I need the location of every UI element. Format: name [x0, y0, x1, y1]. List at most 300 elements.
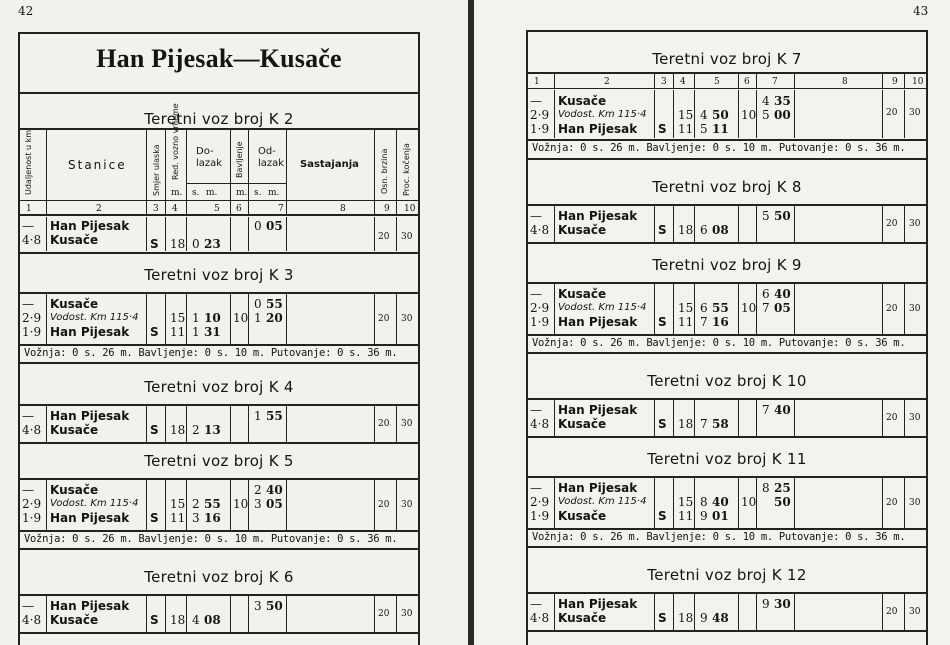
col-number-rule	[20, 200, 418, 201]
running-time: 15	[678, 301, 694, 315]
departure-minute: 30	[774, 597, 791, 611]
departure-hour: 5	[762, 108, 770, 122]
train-title: Teretni voz broj K 11	[647, 450, 807, 468]
arrival-minute: 50	[712, 108, 729, 122]
header-divider	[186, 130, 187, 214]
column-divider	[286, 217, 287, 251]
running-time: 18	[678, 611, 694, 625]
arrival-minute: 13	[204, 423, 221, 437]
speed-header: Osn. brzina	[380, 148, 389, 194]
base-speed: 20	[378, 232, 390, 242]
running-time: 15	[170, 497, 186, 511]
left-page	[0, 0, 468, 645]
station-name: Vodost. Km 115·4	[50, 498, 139, 509]
header-rule	[20, 128, 418, 130]
brake-percentage: 30	[909, 108, 921, 118]
table-bottom-rule	[528, 242, 926, 244]
column-divider	[794, 284, 795, 334]
brake-percentage: 30	[401, 500, 413, 510]
header-divider	[248, 130, 249, 214]
arrival-header: Do- lazak	[196, 146, 223, 169]
column-divider	[882, 478, 883, 528]
departure-hour: 7	[762, 301, 770, 315]
base-speed: 20	[886, 413, 898, 423]
column-divider	[654, 206, 655, 242]
base-speed: 20	[886, 108, 898, 118]
table-bottom-rule	[20, 632, 418, 634]
brake-percentage: 30	[909, 304, 921, 314]
station-name: Han Pijesak	[558, 122, 638, 136]
direction-header: Smjer ulaska	[152, 144, 161, 196]
arrival-hour: 7	[700, 417, 708, 431]
column-divider	[654, 90, 655, 138]
column-divider	[46, 596, 47, 632]
departure-hour: 2	[254, 483, 262, 497]
station-name: Han Pijesak	[558, 209, 638, 223]
entry-direction: S	[150, 325, 159, 339]
distance-km: 2·9	[530, 495, 550, 509]
column-divider	[146, 596, 147, 632]
station-name: Han Pijesak	[50, 409, 130, 423]
header-divider	[904, 74, 905, 88]
page-title: Han Pijesak—Kusače	[96, 44, 342, 73]
base-speed: 20	[886, 607, 898, 617]
train-rule	[20, 404, 418, 406]
train-rule	[528, 204, 926, 206]
arrival-minute: 11	[712, 122, 729, 136]
brake-percentage: 30	[909, 498, 921, 508]
stop-time: 10	[741, 108, 757, 122]
column-divider	[46, 217, 47, 251]
departure-hour: 1	[254, 311, 262, 325]
column-divider	[248, 406, 249, 442]
header-divider	[165, 130, 166, 214]
travel-summary: Vožnja: 0 s. 26 m. Bavljenje: 0 s. 10 m. Putovanje: 0 s. 36 m.	[24, 533, 398, 545]
station-name: Kusače	[50, 613, 99, 627]
column-divider	[794, 594, 795, 630]
brake-percentage: 30	[401, 419, 413, 429]
column-divider	[374, 294, 375, 344]
column-divider	[904, 478, 905, 528]
arrival-hour: 4	[700, 108, 708, 122]
column-divider	[673, 284, 674, 334]
table-bottom-rule	[528, 139, 926, 141]
order-header: Red. vozno vrijeme	[171, 103, 180, 180]
column-divider	[654, 478, 655, 528]
distance-km: 4·8	[530, 611, 550, 625]
arrival-hour: 9	[700, 509, 708, 523]
column-number: 8	[842, 77, 848, 87]
brake-percentage: 30	[401, 232, 413, 242]
travel-summary: Vožnja: 0 s. 26 m. Bavljenje: 0 s. 10 m. Putovanje: 0 s. 36 m.	[532, 337, 906, 349]
departure-minute: 40	[774, 287, 791, 301]
entry-direction: S	[658, 509, 667, 523]
distance-km: 1·9	[530, 122, 550, 136]
table-bottom-rule	[20, 252, 418, 254]
column-divider	[165, 406, 166, 442]
column-divider	[882, 284, 883, 334]
header-divider	[230, 130, 231, 214]
column-number: 1	[26, 204, 32, 214]
departure-hour: 0	[254, 297, 262, 311]
column-divider	[396, 217, 397, 251]
travel-summary: Vožnja: 0 s. 26 m. Bavljenje: 0 s. 10 m. Putovanje: 0 s. 36 m.	[532, 531, 906, 543]
running-time: 15	[678, 495, 694, 509]
header-divider	[694, 74, 695, 88]
table-bottom-rule	[20, 344, 418, 346]
header-divider	[794, 74, 795, 88]
departure-minute: 00	[774, 108, 791, 122]
column-number: 7	[772, 77, 778, 87]
column-divider	[794, 90, 795, 138]
distance-km: 1·9	[22, 511, 42, 525]
entry-direction: S	[150, 423, 159, 437]
arrival-hour: 6	[700, 223, 708, 237]
running-time: 15	[170, 311, 186, 325]
column-divider	[396, 596, 397, 632]
departure-hour: 0	[254, 219, 262, 233]
header-divider	[286, 130, 287, 214]
column-divider	[374, 480, 375, 530]
distance-km: 4·8	[22, 613, 42, 627]
column-divider	[146, 217, 147, 251]
header-divider	[396, 130, 397, 214]
right-page	[474, 0, 950, 645]
arrival-hour: 6	[700, 301, 708, 315]
station-name: Han Pijesak	[558, 403, 638, 417]
column-divider	[396, 294, 397, 344]
column-divider	[165, 217, 166, 251]
column-divider	[694, 206, 695, 242]
column-divider	[738, 206, 739, 242]
train-title: Teretni voz broj K 9	[652, 256, 802, 274]
station-name: Kusače	[558, 509, 607, 523]
column-divider	[904, 594, 905, 630]
column-divider	[554, 90, 555, 138]
header-rule	[528, 72, 926, 74]
column-divider	[286, 480, 287, 530]
station-name: Han Pijesak	[558, 597, 638, 611]
distance-km: 4·8	[22, 423, 42, 437]
departure-hour: 8	[762, 481, 770, 495]
column-divider	[738, 400, 739, 436]
stations-header: Stanice	[68, 158, 127, 172]
base-speed: 20	[378, 500, 390, 510]
train-title: Teretni voz broj K 6	[144, 568, 294, 586]
entry-direction: S	[150, 237, 159, 251]
departure-header: Od- lazak	[258, 146, 285, 169]
summary-rule	[20, 362, 418, 364]
column-divider	[694, 594, 695, 630]
column-divider	[882, 206, 883, 242]
col-number-rule	[528, 88, 926, 89]
column-divider	[374, 217, 375, 251]
column-divider	[673, 400, 674, 436]
station-name: Vodost. Km 115·4	[558, 109, 647, 120]
column-number: 10	[404, 204, 416, 214]
header-divider	[756, 74, 757, 88]
base-speed: 20	[378, 314, 390, 324]
unit-rule	[186, 183, 286, 184]
column-divider	[396, 480, 397, 530]
column-divider	[756, 206, 757, 242]
table-bottom-rule	[528, 528, 926, 530]
column-divider	[146, 406, 147, 442]
departure-minute: 40	[774, 403, 791, 417]
column-divider	[230, 596, 231, 632]
column-divider	[374, 406, 375, 442]
column-divider	[230, 480, 231, 530]
train-title: Teretni voz broj K 7	[652, 50, 802, 68]
departure-minute: 25	[774, 481, 791, 495]
distance-km: —	[22, 483, 34, 497]
running-time: 11	[678, 509, 694, 523]
column-divider	[694, 90, 695, 138]
column-divider	[396, 406, 397, 442]
base-speed: 20	[378, 609, 390, 619]
column-number: 9	[384, 204, 390, 214]
column-number: 2	[604, 77, 610, 87]
arrival-hour: 5	[700, 122, 708, 136]
column-number: 4	[172, 204, 178, 214]
summary-rule	[528, 352, 926, 354]
column-divider	[794, 400, 795, 436]
train-title: Teretni voz broj K 10	[647, 372, 807, 390]
column-divider	[654, 400, 655, 436]
entry-direction: S	[150, 613, 159, 627]
header-divider	[673, 74, 674, 88]
stop-header: Bavljenje	[235, 141, 244, 178]
column-divider	[738, 284, 739, 334]
table-bottom-rule	[528, 436, 926, 438]
train-rule	[20, 292, 418, 294]
distance-km: —	[530, 403, 542, 417]
entry-direction: S	[150, 511, 159, 525]
departure-hour: 7	[762, 403, 770, 417]
column-divider	[165, 596, 166, 632]
train-rule	[20, 478, 418, 480]
column-divider	[904, 206, 905, 242]
column-divider	[186, 294, 187, 344]
header-divider	[46, 130, 47, 214]
departure-minute: 05	[266, 219, 283, 233]
unit-label: m.	[268, 188, 280, 198]
train-title: Teretni voz broj K 4	[144, 378, 294, 396]
running-time: 11	[170, 325, 186, 339]
distance-km: 4·8	[22, 233, 42, 247]
station-name: Han Pijesak	[50, 325, 130, 339]
station-name: Kusače	[50, 297, 99, 311]
column-divider	[694, 400, 695, 436]
base-speed: 20	[886, 498, 898, 508]
running-time: 18	[170, 237, 186, 251]
column-divider	[673, 594, 674, 630]
header-divider	[374, 130, 375, 214]
entry-direction: S	[658, 315, 667, 329]
arrival-hour: 2	[192, 497, 200, 511]
column-divider	[230, 294, 231, 344]
station-name: Kusače	[558, 223, 607, 237]
base-speed: 20	[886, 219, 898, 229]
column-divider	[186, 596, 187, 632]
departure-minute: 05	[266, 497, 283, 511]
departure-hour: 3	[254, 497, 262, 511]
arrival-minute: 40	[712, 495, 729, 509]
station-name: Han Pijesak	[50, 219, 130, 233]
train-title: Teretni voz broj K 5	[144, 452, 294, 470]
distance-km: 1·9	[530, 509, 550, 523]
station-name: Kusače	[50, 423, 99, 437]
departure-minute: 35	[774, 94, 791, 108]
train-rule	[528, 592, 926, 594]
departure-minute: 55	[266, 409, 283, 423]
train-title: Teretni voz broj K 2	[144, 110, 294, 128]
station-name: Kusače	[558, 287, 607, 301]
column-divider	[694, 284, 695, 334]
brake-percentage: 30	[401, 314, 413, 324]
stop-time: 10	[233, 497, 249, 511]
distance-km: —	[22, 599, 34, 613]
column-divider	[186, 217, 187, 251]
table-bottom-rule	[20, 530, 418, 532]
summary-rule	[528, 546, 926, 548]
arrival-minute: 16	[712, 315, 729, 329]
distance-km: 4·8	[530, 223, 550, 237]
unit-label: m.	[171, 188, 183, 198]
column-number: 5	[714, 77, 720, 87]
brake-percentage: 30	[909, 219, 921, 229]
column-divider	[904, 90, 905, 138]
column-divider	[146, 480, 147, 530]
arrival-minute: 08	[204, 613, 221, 627]
train-title: Teretni voz broj K 3	[144, 266, 294, 284]
distance-km: —	[22, 297, 34, 311]
header-divider	[882, 74, 883, 88]
column-divider	[230, 406, 231, 442]
column-divider	[694, 478, 695, 528]
column-divider	[554, 400, 555, 436]
table-bottom-rule	[528, 630, 926, 632]
departure-hour: 9	[762, 597, 770, 611]
distance-km: 1·9	[530, 315, 550, 329]
base-speed: 20	[886, 304, 898, 314]
distance-km: 2·9	[22, 497, 42, 511]
column-divider	[165, 480, 166, 530]
station-name: Kusače	[558, 94, 607, 108]
column-divider	[286, 596, 287, 632]
train-title: Teretni voz broj K 8	[652, 178, 802, 196]
station-name: Han Pijesak	[50, 599, 130, 613]
title-rule	[20, 92, 418, 94]
arrival-hour: 8	[700, 495, 708, 509]
arrival-hour: 1	[192, 325, 200, 339]
entry-direction: S	[658, 417, 667, 431]
column-divider	[286, 406, 287, 442]
departure-hour: 1	[254, 409, 262, 423]
departure-minute: 50	[266, 599, 283, 613]
travel-summary: Vožnja: 0 s. 26 m. Bavljenje: 0 s. 10 m. Putovanje: 0 s. 36 m.	[24, 347, 398, 359]
entry-direction: S	[658, 122, 667, 136]
station-name: Kusače	[50, 483, 99, 497]
column-number: 8	[340, 204, 346, 214]
stop-time: 10	[741, 301, 757, 315]
running-time: 11	[678, 315, 694, 329]
running-time: 18	[678, 417, 694, 431]
station-name: Kusače	[50, 233, 99, 247]
column-number: 1	[534, 77, 540, 87]
column-divider	[756, 594, 757, 630]
arrival-minute: 23	[204, 237, 221, 251]
train-rule	[528, 398, 926, 400]
distance-km: —	[530, 287, 542, 301]
train-title: Teretni voz broj K 12	[647, 566, 807, 584]
distance-km: —	[530, 481, 542, 495]
arrival-minute: 31	[204, 325, 221, 339]
column-divider	[882, 400, 883, 436]
column-divider	[374, 596, 375, 632]
departure-minute: 20	[266, 311, 283, 325]
column-number: 6	[744, 77, 750, 87]
column-number: 9	[892, 77, 898, 87]
column-divider	[46, 406, 47, 442]
column-number: 2	[96, 204, 102, 214]
arrival-hour: 0	[192, 237, 200, 251]
column-divider	[904, 284, 905, 334]
column-divider	[248, 596, 249, 632]
table-bottom-rule	[20, 442, 418, 444]
running-time: 18	[170, 423, 186, 437]
brake-percentage: 30	[401, 609, 413, 619]
arrival-minute: 16	[204, 511, 221, 525]
column-divider	[673, 206, 674, 242]
column-number: 3	[153, 204, 159, 214]
column-divider	[882, 594, 883, 630]
brake-header: Proc. kočenja	[402, 143, 411, 196]
column-divider	[654, 594, 655, 630]
arrival-minute: 55	[204, 497, 221, 511]
departure-minute: 40	[266, 483, 283, 497]
column-divider	[738, 478, 739, 528]
table-bottom-rule	[528, 334, 926, 336]
departure-hour: 4	[762, 94, 770, 108]
column-divider	[248, 217, 249, 251]
brake-percentage: 30	[909, 413, 921, 423]
column-number: 4	[680, 77, 686, 87]
station-name: Kusače	[558, 417, 607, 431]
column-divider	[673, 478, 674, 528]
train-rule	[528, 476, 926, 478]
train-rule	[528, 282, 926, 284]
distance-km: 1·9	[22, 325, 42, 339]
train-rule	[20, 594, 418, 596]
column-number: 5	[214, 204, 220, 214]
distance-km: 2·9	[530, 108, 550, 122]
column-divider	[738, 90, 739, 138]
departure-hour: 3	[254, 599, 262, 613]
column-divider	[738, 594, 739, 630]
arrival-hour: 1	[192, 311, 200, 325]
arrival-minute: 55	[712, 301, 729, 315]
column-number: 7	[278, 204, 284, 214]
distance-km: 4·8	[530, 417, 550, 431]
column-divider	[186, 406, 187, 442]
distance-header: Udaljenost u km.	[24, 127, 33, 195]
arrival-hour: 4	[192, 613, 200, 627]
unit-label: m.	[206, 188, 218, 198]
column-divider	[46, 294, 47, 344]
column-number: 10	[912, 77, 924, 87]
arrival-minute: 08	[712, 223, 729, 237]
